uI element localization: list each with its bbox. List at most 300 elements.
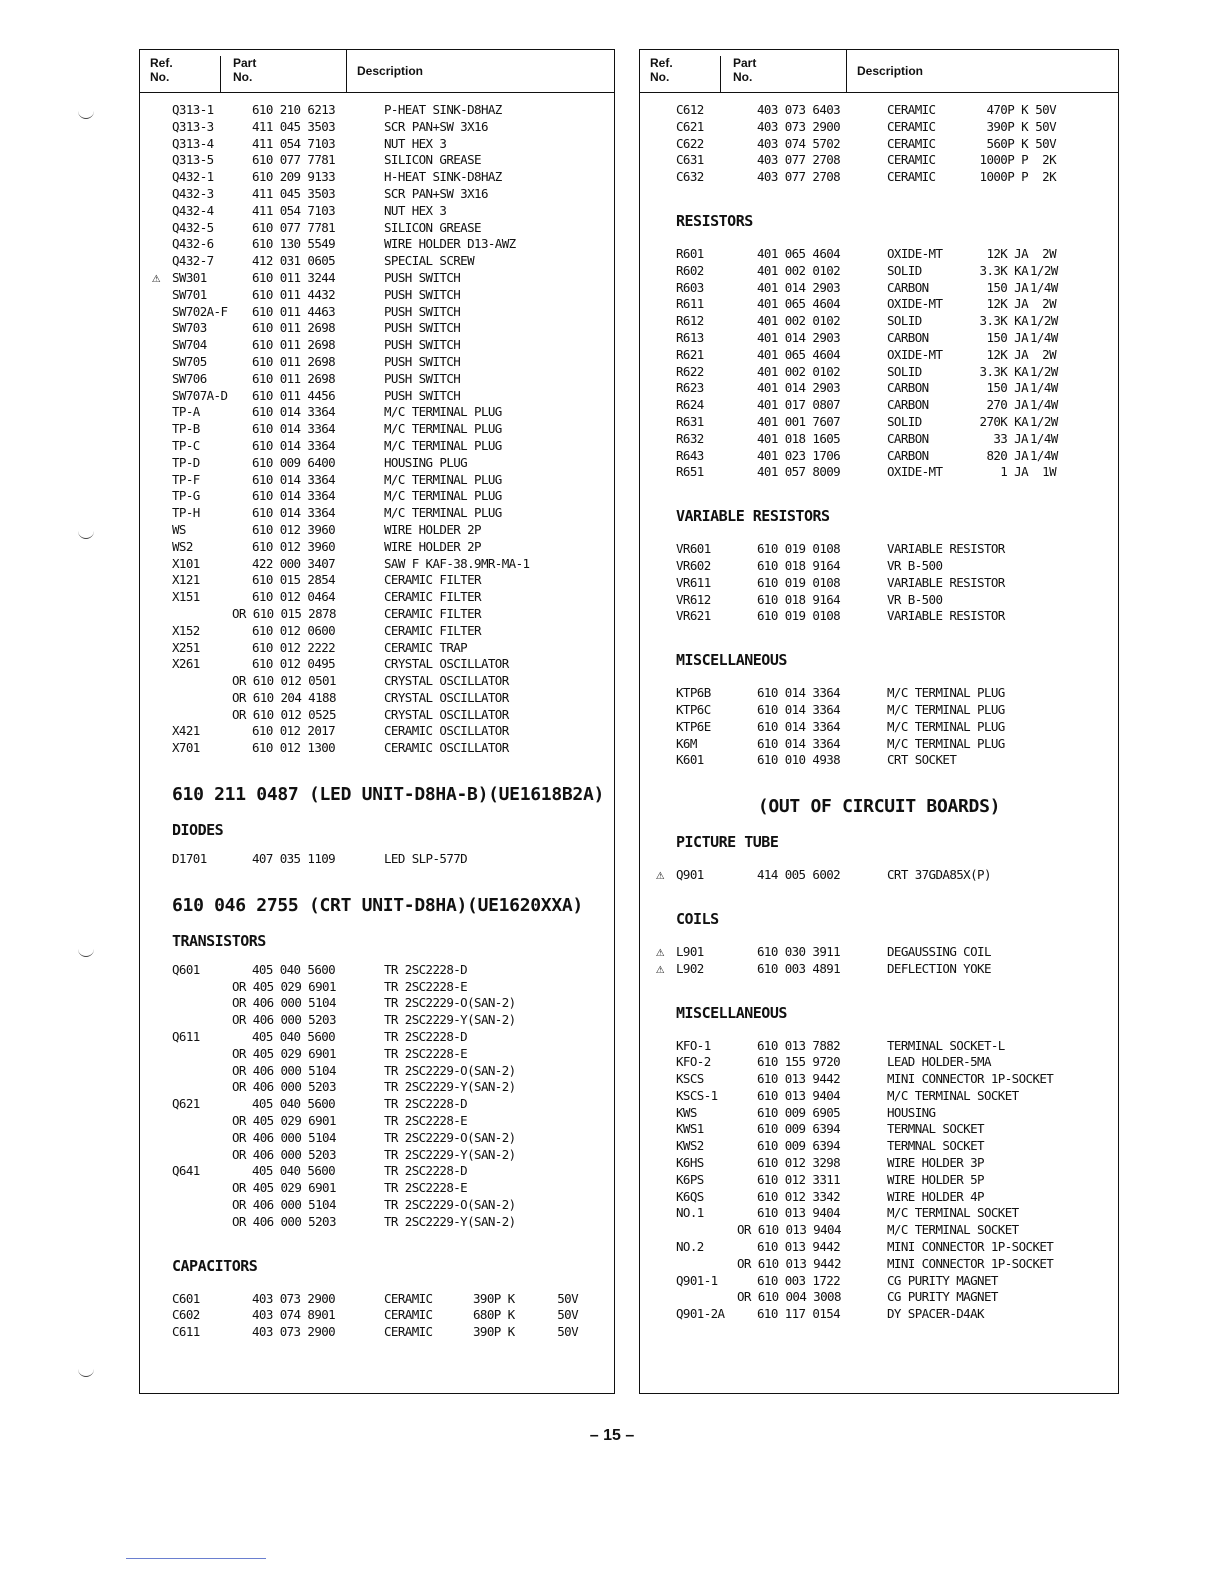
ref-no: KWS2 <box>676 1138 704 1154</box>
safety-warning-icon: ⚠ <box>656 867 664 884</box>
table-row <box>140 152 614 169</box>
safety-warning-icon: ⚠ <box>656 960 664 977</box>
part-no: 401 001 7607 <box>757 413 841 429</box>
ref-no: K6QS <box>676 1188 704 1204</box>
description: TR 2SC2229-O(SAN-2) <box>384 995 516 1011</box>
part-no: 610 077 7781 <box>252 152 336 168</box>
value: 33 JA <box>993 430 1028 446</box>
part-no: 401 057 8009 <box>757 464 841 480</box>
description: CERAMIC FILTER <box>384 605 481 621</box>
part-no: 401 018 1605 <box>757 430 841 446</box>
description: TERMNAL SOCKET <box>887 1121 984 1137</box>
part-no: 401 023 1706 <box>757 447 841 463</box>
table-row <box>140 656 614 673</box>
ref-no: C611 <box>172 1324 200 1340</box>
description: CERAMIC <box>887 135 936 151</box>
ref-no: TP-G <box>172 488 200 504</box>
table-row <box>140 169 614 186</box>
description: M/C TERMINAL PLUG <box>384 421 502 437</box>
section-heading: TRANSISTORS <box>172 931 266 950</box>
part-no: OR 406 000 5104 <box>232 1129 336 1145</box>
table-row <box>640 397 1118 414</box>
part-no: 610 013 7882 <box>757 1037 841 1053</box>
table-row <box>140 186 614 203</box>
table-row <box>140 1096 614 1113</box>
rating: 1/4W <box>1030 329 1058 345</box>
part-no: 610 013 9442 <box>757 1239 841 1255</box>
part-no: 401 014 2903 <box>757 329 841 345</box>
part-no: 610 015 2854 <box>252 572 336 588</box>
table-row <box>140 522 614 539</box>
ref-no: X251 <box>172 639 200 655</box>
spacer <box>140 882 614 892</box>
ref-no: SW706 <box>172 370 207 386</box>
part-no: 401 002 0102 <box>757 262 841 278</box>
description: HOUSING <box>887 1104 936 1120</box>
part-no: 610 014 3364 <box>252 437 336 453</box>
part-no: OR 406 000 5203 <box>232 1213 336 1229</box>
value: 3.3K KA <box>979 262 1028 278</box>
ref-no: X421 <box>172 723 200 739</box>
rating: 2K <box>1042 169 1056 185</box>
description: LEAD HOLDER-5MA <box>887 1054 991 1070</box>
description: TR 2SC2228-D <box>384 1096 468 1112</box>
ref-no: Q432-5 <box>172 219 214 235</box>
value: 390P K <box>473 1290 515 1306</box>
part-no: 403 073 2900 <box>252 1324 336 1340</box>
spacer <box>140 841 614 851</box>
ref-no: X701 <box>172 740 200 756</box>
part-no: 610 130 5549 <box>252 236 336 252</box>
part-no: OR 405 029 6901 <box>232 1113 336 1129</box>
part-no: OR 610 012 0501 <box>232 673 336 689</box>
table-row <box>640 414 1118 431</box>
table-row <box>140 1079 614 1096</box>
spacer <box>140 809 614 819</box>
part-no: 610 019 0108 <box>757 608 841 624</box>
description: CARBON <box>887 447 929 463</box>
description: TR 2SC2228-E <box>384 978 468 994</box>
description: CERAMIC <box>887 169 936 185</box>
part-no: 403 073 2900 <box>252 1290 336 1306</box>
description: CRYSTAL OSCILLATOR <box>384 706 509 722</box>
table-row <box>140 589 614 606</box>
ref-no: C612 <box>676 102 704 117</box>
spacer <box>140 952 614 962</box>
part-no: 401 014 2903 <box>757 380 841 396</box>
part-no: 401 014 2903 <box>757 279 841 295</box>
binding-mark <box>78 1368 94 1377</box>
description: PUSH SWITCH <box>384 286 461 302</box>
description: OXIDE-MT <box>887 296 943 312</box>
table-row <box>140 979 614 996</box>
description: TR 2SC2228-D <box>384 1163 468 1179</box>
table-row <box>140 1046 614 1063</box>
part-no: 610 010 4938 <box>757 752 841 768</box>
ref-no: K601 <box>676 752 704 768</box>
rating: 50V <box>1035 102 1056 117</box>
spacer <box>140 1277 614 1291</box>
value: 390P K <box>473 1324 515 1340</box>
table-row <box>140 421 614 438</box>
section-heading: CAPACITORS <box>172 1256 258 1275</box>
part-no: 610 012 1300 <box>252 740 336 756</box>
description: NUT HEX 3 <box>384 135 447 151</box>
ref-no: VR612 <box>676 591 711 607</box>
ref-no: Q313-3 <box>172 118 214 134</box>
value: 150 JA <box>986 380 1028 396</box>
ref-no: TP-H <box>172 505 200 521</box>
ref-no: Q313-5 <box>172 152 214 168</box>
part-no: 610 011 4463 <box>252 303 336 319</box>
description: M/C TERMINAL SOCKET <box>887 1087 1019 1103</box>
table-row <box>140 572 614 589</box>
part-no: 610 014 3364 <box>252 488 336 504</box>
table-row <box>640 119 1118 136</box>
value: 150 JA <box>986 329 1028 345</box>
table-row <box>140 707 614 724</box>
ref-no: KFO-1 <box>676 1037 711 1053</box>
description: LED SLP-577D <box>384 851 468 867</box>
value: 820 JA <box>986 447 1028 463</box>
description: WIRE HOLDER 2P <box>384 538 481 554</box>
rating: 1/4W <box>1030 397 1058 413</box>
part-no: 411 054 7103 <box>252 202 336 218</box>
table-row <box>140 1012 614 1029</box>
spacer <box>140 771 614 781</box>
ref-no: VR621 <box>676 608 711 624</box>
table-row <box>640 702 1118 719</box>
table-row <box>640 296 1118 313</box>
rating: 50V <box>557 1324 578 1340</box>
description: CRYSTAL OSCILLATOR <box>384 656 509 672</box>
description: MINI CONNECTOR 1P-SOCKET <box>887 1239 1054 1255</box>
value: 1000P P <box>979 169 1028 185</box>
part-no: 610 014 3364 <box>757 718 841 734</box>
table-row <box>140 337 614 354</box>
spacer <box>640 671 1118 685</box>
ref-no: K6PS <box>676 1171 704 1187</box>
rating: 1/4W <box>1030 447 1058 463</box>
description: M/C TERMINAL PLUG <box>384 505 502 521</box>
table-row <box>140 488 614 505</box>
table-row <box>140 1214 614 1231</box>
table-row <box>140 995 614 1012</box>
value: 12K JA <box>986 245 1028 261</box>
description: WIRE HOLDER 5P <box>887 1171 984 1187</box>
table-row <box>140 354 614 371</box>
description: CG PURITY MAGNET <box>887 1289 998 1305</box>
ref-no-header: Ref. No. <box>150 56 173 84</box>
ref-no: X261 <box>172 656 200 672</box>
value: 12K JA <box>986 346 1028 362</box>
spacer <box>640 783 1118 793</box>
description: CERAMIC <box>887 152 936 168</box>
description: M/C TERMINAL PLUG <box>887 701 1005 717</box>
rating: 1/2W <box>1030 413 1058 429</box>
part-no: 610 012 0600 <box>252 622 336 638</box>
ref-no: SW707A-D <box>172 387 228 403</box>
table-row <box>640 364 1118 381</box>
unit-heading: 610 211 0487 (LED UNIT-D8HA-B)(UE1618B2A) <box>172 784 605 806</box>
description: CRYSTAL OSCILLATOR <box>384 689 509 705</box>
description-header: Description <box>346 50 423 92</box>
value: 1000P P <box>979 152 1028 168</box>
description: TR 2SC2229-O(SAN-2) <box>384 1062 516 1078</box>
description: CERAMIC OSCILLATOR <box>384 723 509 739</box>
part-no: 401 017 0807 <box>757 397 841 413</box>
section-heading: RESISTORS <box>676 211 753 230</box>
part-no: 610 014 3364 <box>252 505 336 521</box>
ref-no: R622 <box>676 363 704 379</box>
part-no: OR 610 012 0525 <box>232 706 336 722</box>
part-no: 401 002 0102 <box>757 363 841 379</box>
rating: 1/4W <box>1030 279 1058 295</box>
table-row <box>640 1222 1118 1239</box>
description: SILICON GREASE <box>384 219 481 235</box>
table-row <box>140 723 614 740</box>
ref-no: Q432-4 <box>172 202 214 218</box>
rating: 1/2W <box>1030 363 1058 379</box>
ref-no-header: Ref. No. <box>650 56 673 84</box>
part-no: 610 155 9720 <box>757 1054 841 1070</box>
table-row <box>140 1130 614 1147</box>
description: P-HEAT SINK-D8HAZ <box>384 102 502 117</box>
description: CERAMIC FILTER <box>384 589 481 605</box>
ref-no: C601 <box>172 1290 200 1306</box>
value: 560P K <box>986 135 1028 151</box>
ref-no: SW704 <box>172 337 207 353</box>
part-no: 610 014 3364 <box>252 471 336 487</box>
description: NUT HEX 3 <box>384 202 447 218</box>
description: SAW F KAF-38.9MR-MA-1 <box>384 555 530 571</box>
part-no: 610 011 2698 <box>252 337 336 353</box>
description: TERMNAL SOCKET <box>887 1138 984 1154</box>
part-no: 610 013 9442 <box>757 1071 841 1087</box>
ref-no: SW301 ⚠ <box>152 269 207 286</box>
ref-no: KSCS-1 <box>676 1087 718 1103</box>
table-row <box>640 541 1118 558</box>
left-parts-table <box>139 49 615 1394</box>
ref-no: C632 <box>676 169 704 185</box>
part-no: 610 012 3342 <box>757 1188 841 1204</box>
part-no: 610 009 6905 <box>757 1104 841 1120</box>
description: CRYSTAL OSCILLATOR <box>384 673 509 689</box>
table-row <box>640 1121 1118 1138</box>
rating: 2W <box>1042 346 1056 362</box>
ref-no: Q621 <box>172 1096 200 1112</box>
ref-no: Q432-3 <box>172 185 214 201</box>
description: PUSH SWITCH <box>384 269 461 285</box>
ref-no: L901 ⚠ <box>656 943 704 960</box>
part-no: 610 011 2698 <box>252 370 336 386</box>
rating: 2W <box>1042 245 1056 261</box>
ref-no: X152 <box>172 622 200 638</box>
section-heading: MISCELLANEOUS <box>676 1003 787 1022</box>
part-no: OR 610 004 3008 <box>737 1289 841 1305</box>
description: PUSH SWITCH <box>384 303 461 319</box>
rating: 1W <box>1042 464 1056 480</box>
description: OXIDE-MT <box>887 245 943 261</box>
rating: 2W <box>1042 296 1056 312</box>
ref-no: VR601 <box>676 541 711 557</box>
spacer <box>640 639 1118 649</box>
ref-no: TP-D <box>172 454 200 470</box>
table-row <box>140 102 614 119</box>
description: CARBON <box>887 397 929 413</box>
spacer <box>640 930 1118 944</box>
description: SILICON GREASE <box>384 152 481 168</box>
description: DY SPACER-D4AK <box>887 1306 984 1322</box>
table-row <box>140 438 614 455</box>
value: 1 JA <box>1000 464 1028 480</box>
ref-no: R612 <box>676 313 704 329</box>
description: TERMINAL SOCKET-L <box>887 1037 1005 1053</box>
table-row <box>140 472 614 489</box>
table-row <box>140 136 614 153</box>
table-row <box>640 152 1118 169</box>
table-row <box>640 752 1118 769</box>
description: M/C TERMINAL PLUG <box>887 718 1005 734</box>
ref-no: Q901 ⚠ <box>656 867 704 884</box>
table-row <box>640 1289 1118 1306</box>
part-no: OR 610 013 9442 <box>737 1255 841 1271</box>
safety-warning-icon: ⚠ <box>656 943 664 960</box>
part-no: 610 018 9164 <box>757 557 841 573</box>
part-no: 610 014 3364 <box>252 421 336 437</box>
description: CERAMIC OSCILLATOR <box>384 740 509 756</box>
description: CERAMIC FILTER <box>384 572 481 588</box>
description: M/C TERMINAL PLUG <box>384 488 502 504</box>
part-no: OR 610 015 2878 <box>232 605 336 621</box>
description: PUSH SWITCH <box>384 370 461 386</box>
table-row <box>140 371 614 388</box>
table-row <box>140 673 614 690</box>
description: TR 2SC2229-Y(SAN-2) <box>384 1079 516 1095</box>
table-row <box>640 1239 1118 1256</box>
description: TR 2SC2229-Y(SAN-2) <box>384 1213 516 1229</box>
ref-no: VR611 <box>676 574 711 590</box>
ref-no: KTP6B <box>676 685 711 701</box>
ref-no: Q432-1 <box>172 169 214 185</box>
table-row <box>140 388 614 405</box>
part-no: OR 405 029 6901 <box>232 1180 336 1196</box>
ref-no: K6HS <box>676 1155 704 1171</box>
part-no: OR 406 000 5203 <box>232 1079 336 1095</box>
description: MINI CONNECTOR 1P-SOCKET <box>887 1071 1054 1087</box>
part-no: 610 014 3364 <box>757 685 841 701</box>
table-row <box>140 740 614 757</box>
part-no: 610 011 4456 <box>252 387 336 403</box>
spacer <box>640 200 1118 210</box>
description: M/C TERMINAL SOCKET <box>887 1222 1019 1238</box>
description: TR 2SC2228-E <box>384 1180 468 1196</box>
table-row <box>640 380 1118 397</box>
ref-no: R624 <box>676 397 704 413</box>
table-row <box>640 867 1118 884</box>
value: 270 JA <box>986 397 1028 413</box>
description: SPECIAL SCREW <box>384 253 475 269</box>
spacer <box>640 769 1118 783</box>
table-row <box>640 1155 1118 1172</box>
table-row <box>140 1180 614 1197</box>
description: VARIABLE RESISTOR <box>887 608 1005 624</box>
ref-no: R643 <box>676 447 704 463</box>
description: M/C TERMINAL PLUG <box>384 437 502 453</box>
description: DEFLECTION YOKE <box>887 960 991 976</box>
section-heading: VARIABLE RESISTORS <box>676 507 830 526</box>
ref-no: TP-F <box>172 471 200 487</box>
description: DEGAUSSING COIL <box>887 943 991 959</box>
spacer <box>640 898 1118 908</box>
description: SOLID <box>887 313 922 329</box>
description: CERAMIC TRAP <box>384 639 468 655</box>
table-row <box>640 263 1118 280</box>
description: OXIDE-MT <box>887 346 943 362</box>
description: CERAMIC <box>887 102 936 117</box>
part-no: 405 040 5600 <box>252 1163 336 1179</box>
description: VARIABLE RESISTOR <box>887 574 1005 590</box>
part-no: OR 406 000 5203 <box>232 1012 336 1028</box>
left-table-body <box>140 102 614 1341</box>
description: VARIABLE RESISTOR <box>887 541 1005 557</box>
description: CERAMIC <box>384 1324 433 1340</box>
description: WIRE HOLDER 3P <box>887 1155 984 1171</box>
part-no: 610 012 0495 <box>252 656 336 672</box>
ref-no: C622 <box>676 135 704 151</box>
part-no: 610 012 3960 <box>252 521 336 537</box>
ref-no: Q601 <box>172 961 200 977</box>
part-no: 610 019 0108 <box>757 541 841 557</box>
part-no: 610 012 0464 <box>252 589 336 605</box>
spacer <box>640 992 1118 1002</box>
part-no: 403 074 8901 <box>252 1307 336 1323</box>
part-no: 610 014 3364 <box>252 404 336 420</box>
ref-no: R613 <box>676 329 704 345</box>
table-row <box>140 851 614 868</box>
spacer <box>640 495 1118 505</box>
table-row <box>140 556 614 573</box>
table-row <box>640 575 1118 592</box>
spacer <box>640 978 1118 992</box>
ref-no: KFO-2 <box>676 1054 711 1070</box>
part-no: 610 003 1722 <box>757 1272 841 1288</box>
ref-no: R632 <box>676 430 704 446</box>
description: CERAMIC <box>384 1290 433 1306</box>
description: CG PURITY MAGNET <box>887 1272 998 1288</box>
part-no: 610 077 7781 <box>252 219 336 235</box>
part-no: 407 035 1109 <box>252 851 336 867</box>
description: WIRE HOLDER D13-AWZ <box>384 236 516 252</box>
ref-no: WS2 <box>172 538 193 554</box>
spacer <box>640 821 1118 831</box>
spacer <box>140 757 614 771</box>
part-no: 403 073 6403 <box>757 102 841 117</box>
part-no: 610 011 2698 <box>252 320 336 336</box>
description: MINI CONNECTOR 1P-SOCKET <box>887 1255 1054 1271</box>
rating: 50V <box>557 1307 578 1323</box>
table-row <box>640 1256 1118 1273</box>
ref-no: Q901-1 <box>676 1272 718 1288</box>
table-row <box>140 1113 614 1130</box>
rating: 50V <box>1035 118 1056 134</box>
spacer <box>640 884 1118 898</box>
part-no: 405 040 5600 <box>252 1029 336 1045</box>
table-row <box>140 404 614 421</box>
part-no: 610 011 2698 <box>252 353 336 369</box>
table-row <box>140 287 614 304</box>
ref-no: C602 <box>172 1307 200 1323</box>
